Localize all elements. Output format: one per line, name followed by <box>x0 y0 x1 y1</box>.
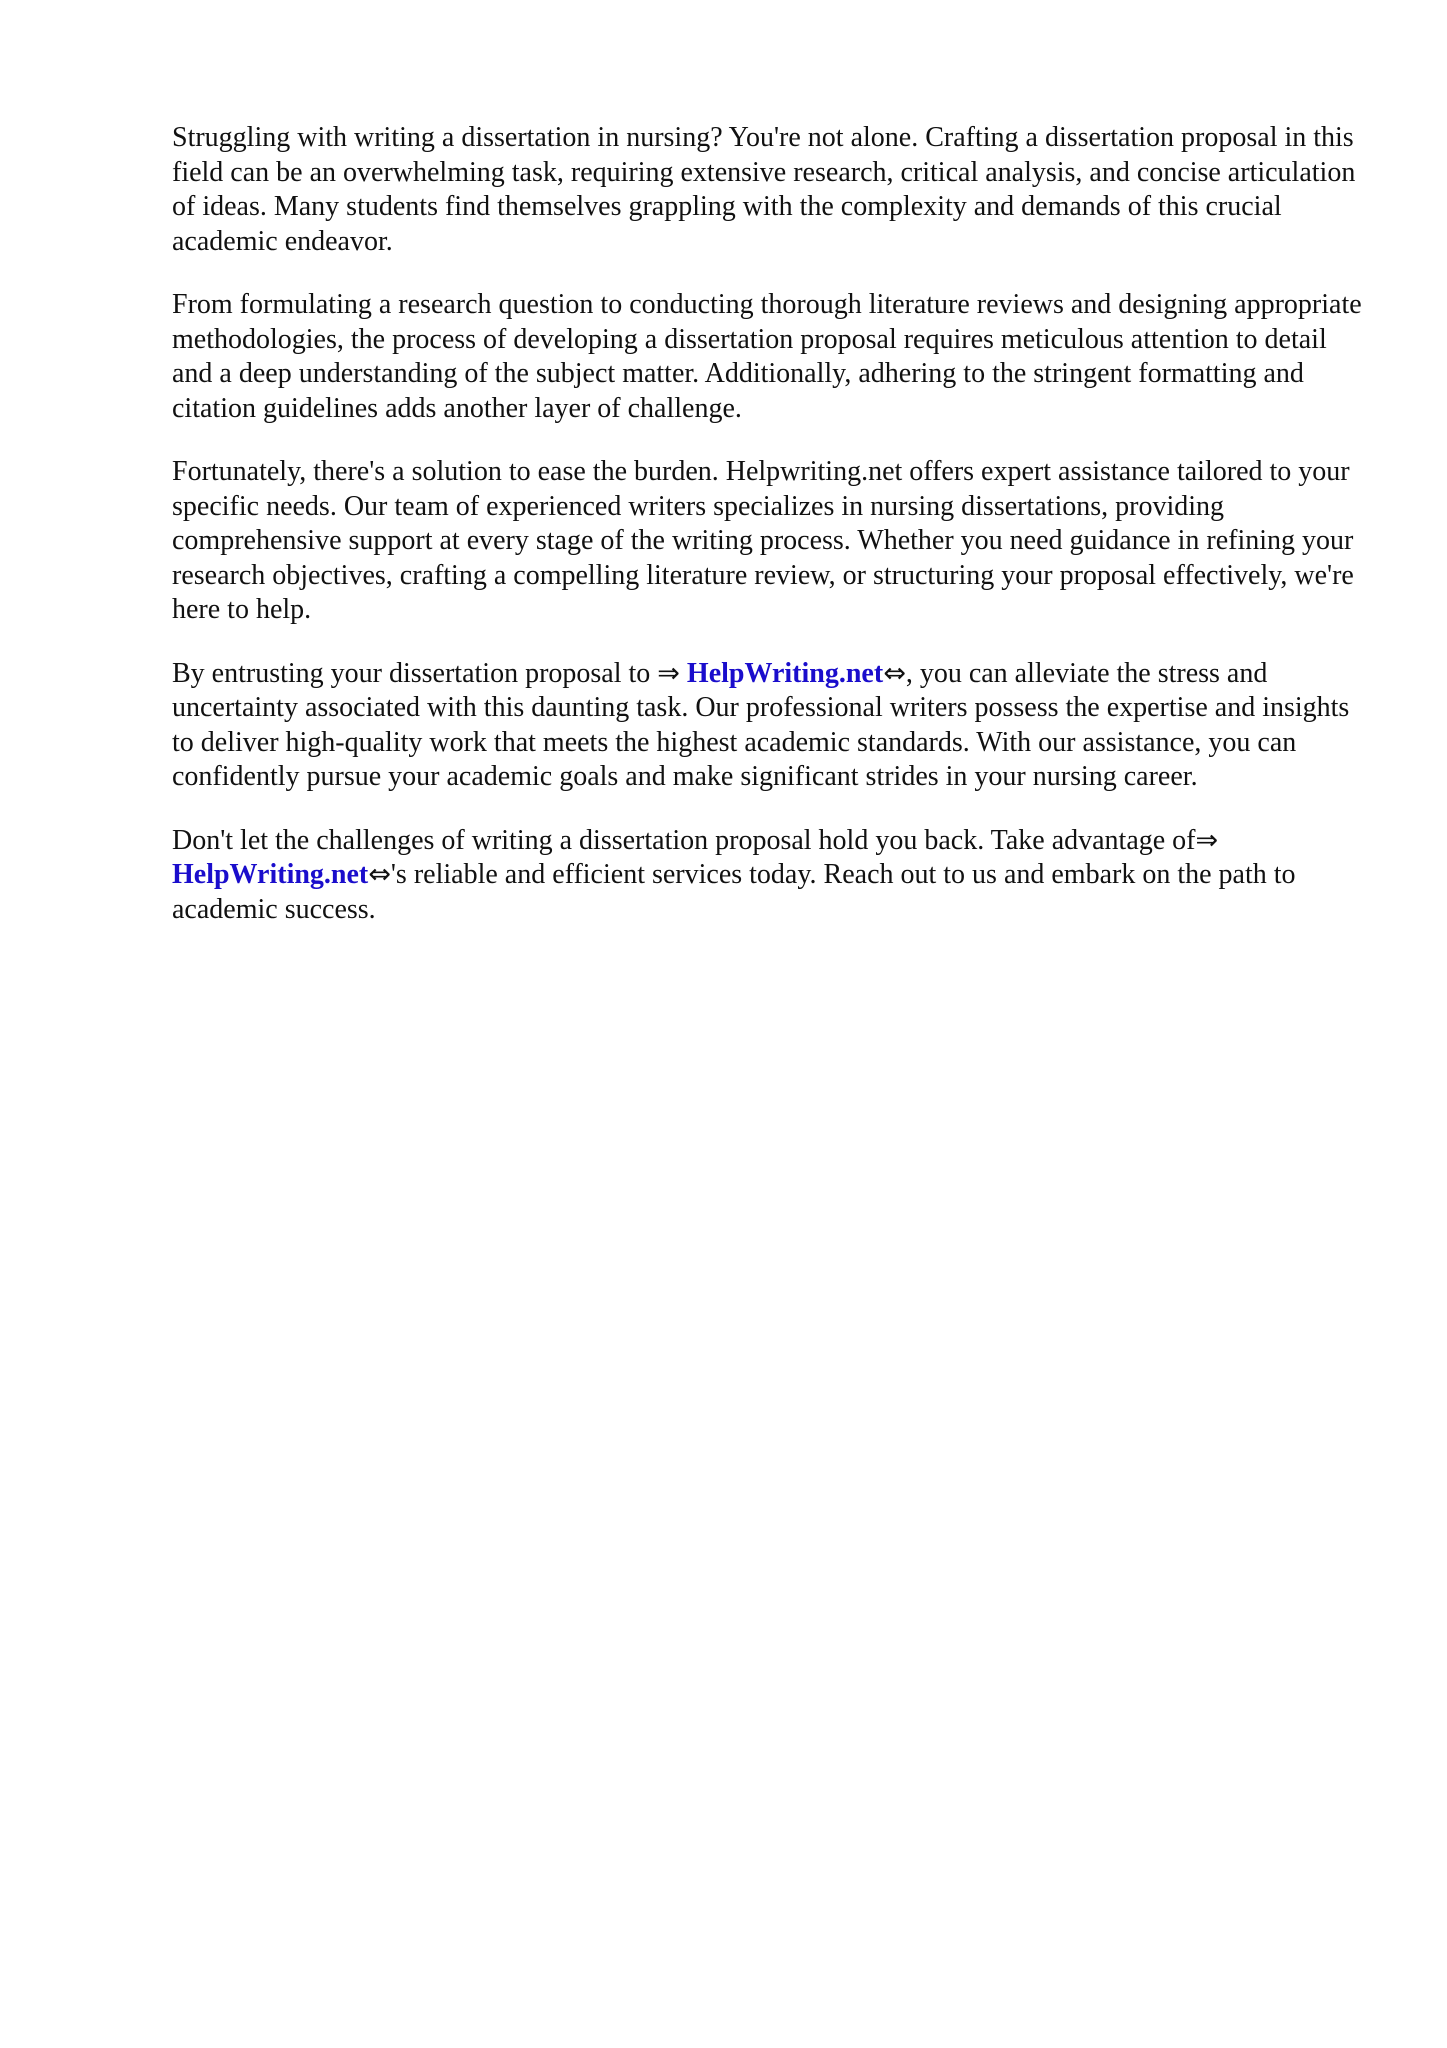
right-arrow-icon: ⇒ <box>657 657 680 689</box>
double-arrow-icon: ⇔ <box>883 657 906 689</box>
helpwriting-link[interactable]: HelpWriting.net <box>686 657 884 689</box>
paragraph-5 <box>172 824 1374 928</box>
paragraph-2: From formulating a research question to conducting thorough literature reviews and designing appropriate methodologies, the process of developing a dissertation proposal requires meticulous attention to detail and a deep understanding of the subject matter. Additionally, adhering to the stringent formatting and citation guidelines adds another layer of challenge. <box>172 289 1362 424</box>
helpwriting-link[interactable]: HelpWriting.net <box>172 859 369 890</box>
paragraph-4 <box>172 657 1374 795</box>
paragraph-5-text-before: Don't let the challenges of writing a dissertation proposal hold you back. Take advantage of <box>172 824 1196 856</box>
paragraph-1: Struggling with writing a dissertation in nursing? You're not alone. Crafting a dissertation proposal in this field can be an overwhelming task, requiring extensive research, critical analysis, and concise articulation of ideas. Many students find themselves grappling with the complexity and demands of this crucial academic endeavor. <box>172 122 1356 257</box>
document-body <box>172 121 1374 956</box>
double-arrow-icon: ⇔ <box>368 859 391 890</box>
paragraph-5-text-after: 's reliable and efficient services today. Reach out to us and embark on the path to academic success. <box>172 859 1296 925</box>
right-arrow-icon: ⇒ <box>1195 824 1219 856</box>
paragraph-4-text-before: By entrusting your dissertation proposal to <box>172 657 658 689</box>
paragraph-4-text-after: , you can alleviate the stress and uncertainty associated with this daunting task. Our professional writers possess the expertise and insights to deliver high-quality work that meets the highest academic standards. With our assistance, you can confidently pursue your academic goals and make significant strides in your nursing career. <box>172 657 1350 792</box>
paragraph-3: Fortunately, there's a solution to ease the burden. Helpwriting.net offers expert assistance tailored to your specific needs. Our team of experienced writers specializes in nursing dissertations, providing comprehensive support at every stage of the writing process. Whether you need guidance in refining your research objectives, crafting a compelling literature review, or structuring your proposal effectively, we're here to help. <box>172 456 1354 625</box>
